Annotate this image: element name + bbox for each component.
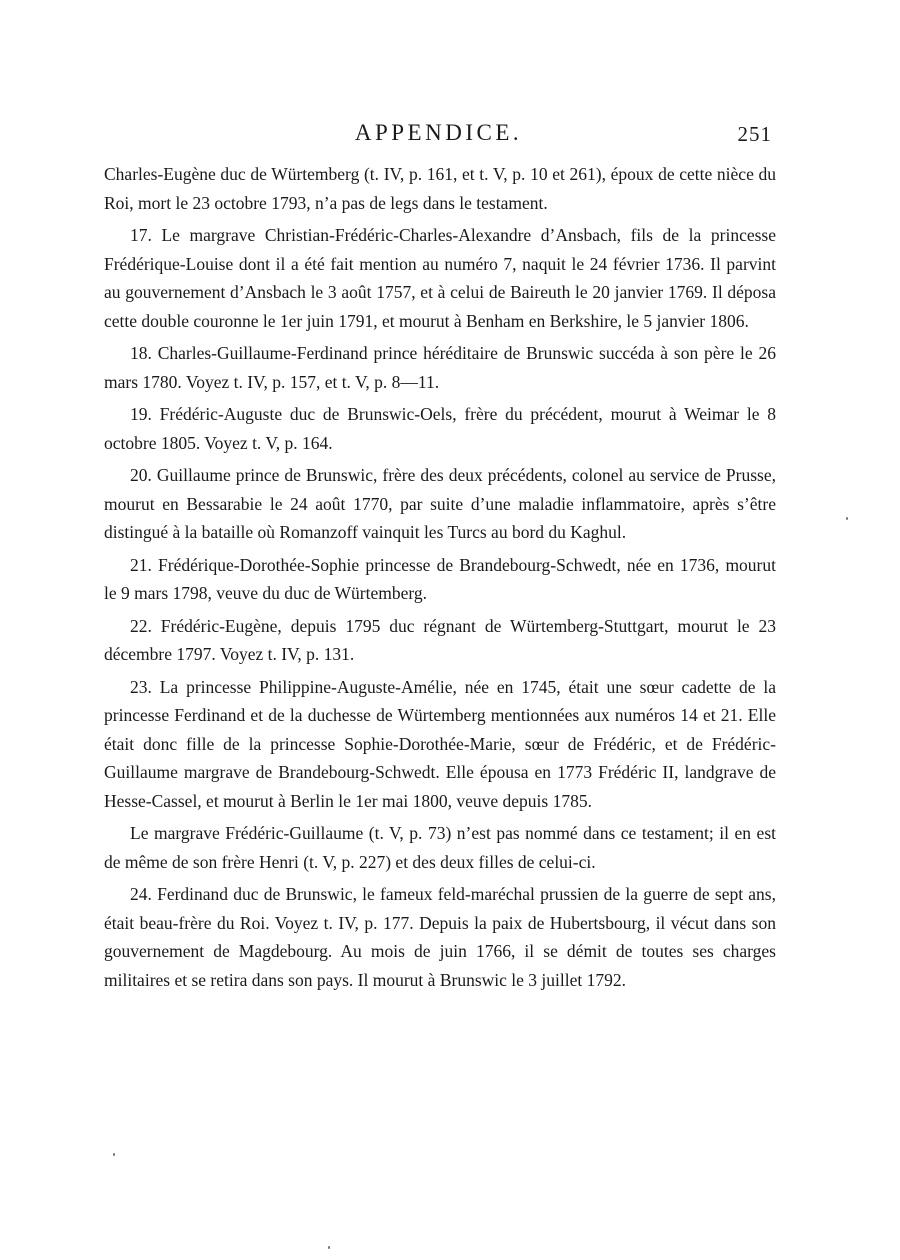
paragraph-margrave: Le margrave Frédéric-Guillaume (t. V, p. 73) n’est pas nommé dans ce testament; il en est de même de son frère Henri (t. V, p. 227) et des deux filles de celui-ci.	[104, 823, 776, 872]
paragraph-note-20: 20. Guillaume prince de Brunswic, frère des deux précédents, colonel au service de Prusse, mourut en Bessarabie le 24 août 1770, par suite d’une maladie inflammatoire, après s’être distingué à la bataille où Romanzoff vainquit les Turcs au bord du Kaghul.	[104, 465, 776, 542]
paragraph-note-17: 17. Le margrave Christian-Frédéric-Charles-Alexandre d’Ansbach, fils de la princesse Frédérique-Louise dont il a été fait mention au numéro 7, naquit le 24 février 1736. Il parvint au gouvernement d’Ansbach le 3 août 1757, et à celui de Baireuth le 20 janvier 1769. Il déposa cette double couronne le 1er juin 1791, et mourut à Benham en Berkshire, le 5 janvier 1806.	[104, 225, 776, 331]
page-header	[105, 120, 772, 154]
paragraph-note-24: 24. Ferdinand duc de Brunswic, le fameux feld-maréchal prussien de la guerre de sept ans, était beau-frère du Roi. Voyez t. IV, p. 177. Depuis la paix de Hubertsbourg, il vécut dans son gouvernement de Magdebourg. Au mois de juin 1766, il se démit de toutes ses charges militaires et se retira dans son pays. Il mourut à Brunswic le 3 juillet 1792.	[104, 884, 776, 990]
paper-speck	[328, 1246, 330, 1249]
paragraph-note-21: 21. Frédérique-Dorothée-Sophie princesse de Brandebourg-Schwedt, née en 1736, mourut le 9 mars 1798, veuve du duc de Würtemberg.	[104, 554, 776, 603]
page-number: 251	[737, 122, 772, 146]
paper-speck	[113, 1153, 115, 1156]
running-title: APPENDICE.	[354, 120, 523, 145]
paragraph-note-23: 23. La princesse Philippine-Auguste-Amélie, née en 1745, était une sœur cadette de la princesse Ferdinand et de la duchesse de Würtemberg mentionnées aux numéros 14 et 21. Elle était donc fille de la princesse Sophie-Dorothée-Marie, sœur de Frédéric, et de Frédéric-Guillaume margrave de Brandebourg-Schwedt. Elle épousa en 1773 Frédéric II, landgrave de Hesse-Cassel, et mourut à Berlin le 1er mai 1800, veuve depuis 1785.	[104, 676, 776, 811]
paragraph-note-22: 22. Frédéric-Eugène, depuis 1795 duc régnant de Würtemberg-Stuttgart, mourut le 23 décembre 1797. Voyez t. IV, p. 131.	[104, 615, 776, 664]
paragraph-note-18: 18. Charles-Guillaume-Ferdinand prince héréditaire de Brunswic succéda à son père le 26 mars 1780. Voyez t. IV, p. 157, et t. V, p. 8—11.	[104, 343, 776, 392]
paragraph-note-19: 19. Frédéric-Auguste duc de Brunswic-Oels, frère du précédent, mourut à Weimar le 8 octobre 1805. Voyez t. V, p. 164.	[104, 404, 776, 453]
paper-speck	[846, 517, 848, 520]
body-text	[104, 160, 776, 998]
paragraph-continued: Charles-Eugène duc de Würtemberg (t. IV, p. 161, et t. V, p. 10 et 261), époux de cette nièce du Roi, mort le 23 octobre 1793, n’a pas de legs dans le testament.	[104, 164, 776, 213]
